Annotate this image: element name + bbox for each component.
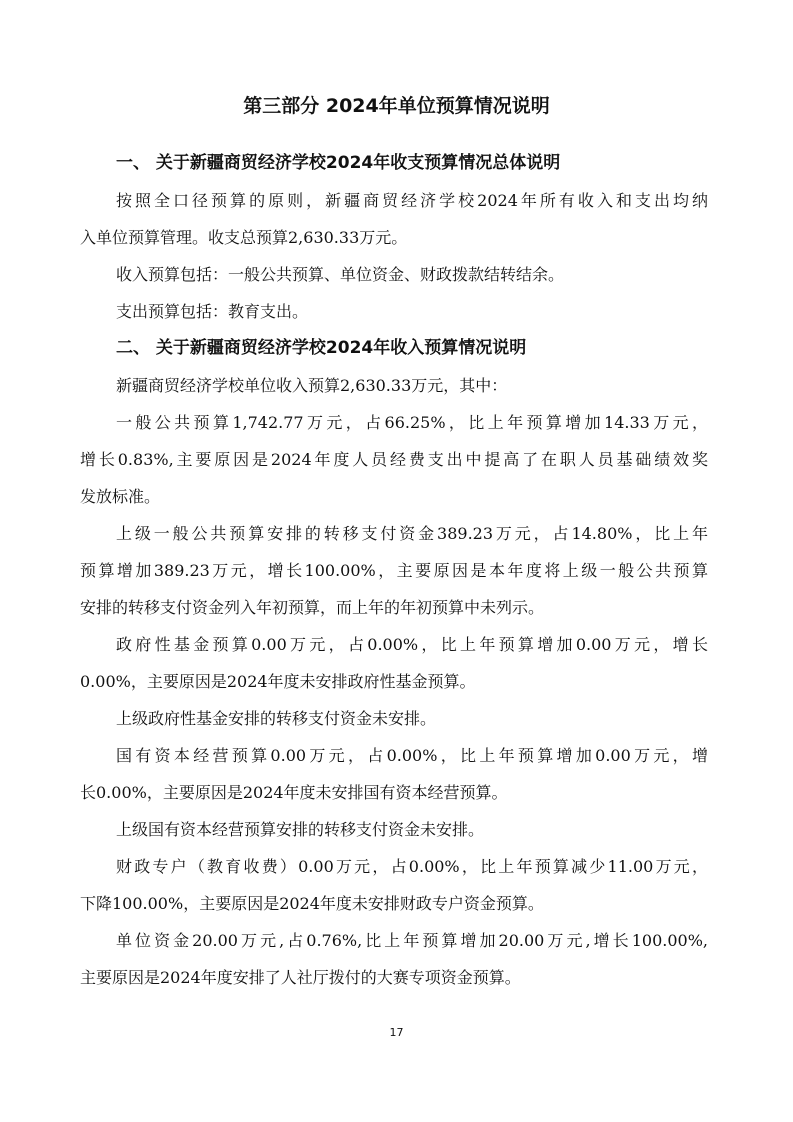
- paragraph-line: 主要原因是2024年度安排了人社厅拨付的大赛专项资金预算。: [80, 968, 521, 987]
- paragraph-line: 财政专户（教育收费）0.00万元，占0.00%，比上年预算减少11.00万元，: [116, 857, 708, 876]
- paragraph-line: 入单位预算管理。收支总预算2,630.33万元。: [80, 228, 408, 247]
- paragraph-line: 国有资本经营预算0.00万元，占0.00%，比上年预算增加0.00万元，增: [116, 746, 708, 765]
- paragraph-line: 增长0.83%,主要原因是2024年度人员经费支出中提高了在职人员基础绩效奖: [80, 450, 708, 469]
- paragraph-line: 收入预算包括：一般公共预算、单位资金、财政拨款结转结余。: [116, 265, 565, 284]
- paragraph-line: 单位资金20.00万元,占0.76%,比上年预算增加20.00万元,增长100.00%,: [116, 931, 708, 950]
- paragraph-line: 长0.00%，主要原因是2024年度未安排国有资本经营预算。: [80, 783, 508, 802]
- section-heading-1: 一、 关于新疆商贸经济学校2024年收支预算情况总体说明: [116, 153, 561, 173]
- paragraph-line: 发放标准。: [80, 487, 161, 506]
- paragraph-line: 上级政府性基金安排的转移支付资金未安排。: [116, 709, 437, 728]
- paragraph-line: 安排的转移支付资金列入年初预算，而上年的年初预算中未列示。: [80, 598, 545, 617]
- paragraph-line: 上级国有资本经营预算安排的转移支付资金未安排。: [116, 820, 485, 839]
- paragraph-line: 一般公共预算1,742.77万元，占66.25%，比上年预算增加14.33万元，: [116, 413, 708, 432]
- document-body: [80, 145, 708, 996]
- page-title: 第三部分 2024年单位预算情况说明: [243, 95, 550, 117]
- paragraph-line: 上级一般公共预算安排的转移支付资金389.23万元，占14.80%，比上年: [116, 524, 708, 543]
- section-heading-2: 二、 关于新疆商贸经济学校2024年收入预算情况说明: [116, 338, 527, 358]
- paragraph-line: 预算增加389.23万元，增长100.00%，主要原因是本年度将上级一般公共预算: [80, 561, 708, 580]
- paragraph-line: 新疆商贸经济学校单位收入预算2,630.33万元，其中：: [116, 376, 508, 395]
- paragraph-line: 支出预算包括：教育支出。: [116, 302, 309, 321]
- paragraph-line: 政府性基金预算0.00万元，占0.00%，比上年预算增加0.00万元，增长: [116, 635, 708, 654]
- paragraph-line: 0.00%，主要原因是2024年度未安排政府性基金预算。: [80, 672, 476, 691]
- page-number: 17: [389, 1026, 404, 1039]
- paragraph-line: 下降100.00%，主要原因是2024年度未安排财政专户资金预算。: [80, 894, 544, 913]
- paragraph-line: 按照全口径预算的原则，新疆商贸经济学校2024年所有收入和支出均纳: [116, 191, 708, 210]
